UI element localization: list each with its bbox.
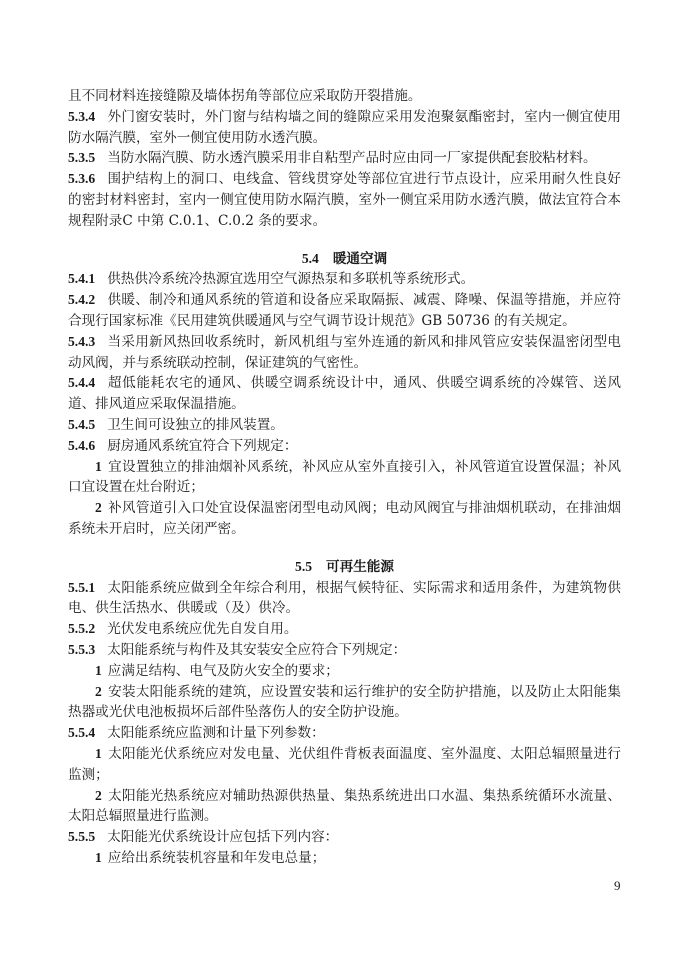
clause-number: 5.5.2 [68, 621, 96, 637]
clause-text: 超低能耗农宅的通风、供暖空调系统设计中，通风、供暖空调系统的冷媒管、送风道、排风道应采取保温措施。 [68, 375, 621, 413]
clause-number: 5.3.5 [68, 150, 96, 166]
page-number: 9 [614, 878, 621, 893]
clause-text: 当防水隔汽膜、防水透汽膜采用非自粘型产品时应由同一厂家提供配套胶粘材料。 [107, 150, 597, 167]
item-number: 1 [95, 458, 102, 474]
clause-number: 5.5.4 [68, 725, 96, 741]
clause-5-4-5 [68, 415, 621, 436]
clause-text: 当采用新风热回收系统时，新风机组与室外连通的新风和排风管应安装保温密闭型电动风阀，并与系统联动控制，保证建筑的气密性。 [68, 333, 621, 371]
clause-text: 供热供冷系统冷热源宜选用空气源热泵和多联机等系统形式。 [107, 271, 475, 288]
clause-text: 太阳能系统与构件及其安装安全应符合下列规定： [107, 641, 407, 658]
item-text: 太阳能光热系统应对辅助热源供热量、集热系统进出口水温、集热系统循环水流量、太阳总辐照量进行监测。 [68, 787, 621, 825]
clause-5-5-1 [68, 578, 621, 620]
clause-number: 5.5.3 [68, 641, 96, 657]
clause-5-5-3 [68, 640, 621, 661]
section-title: 暖通空调 [332, 250, 388, 267]
list-item [68, 661, 621, 682]
clause-number: 5.4.2 [68, 292, 96, 308]
section-heading-5-5 [68, 557, 621, 578]
clause-number: 5.3.6 [68, 171, 96, 187]
clause-5-5-2 [68, 619, 621, 640]
section-title: 可再生能源 [326, 558, 394, 575]
clause-5-3-4 [68, 107, 621, 149]
item-number: 2 [95, 500, 102, 516]
clause-5-3-6 [68, 169, 621, 231]
clause-5-5-4 [68, 723, 621, 744]
clause-5-5-5 [68, 827, 621, 848]
list-item [68, 786, 621, 828]
clause-number: 5.3.4 [68, 108, 96, 124]
item-number: 1 [95, 662, 102, 678]
clause-text: 围护结构上的洞口、电线盒、管线贯穿处等部位宜进行节点设计，应采用耐久性良好的密封材料密封，室内一侧宜使用防水隔汽膜，室外一侧宜采用防水透汽膜，做法宜符合本规程附录C 中第 C.0.1、C.0.2 条的要求。 [68, 171, 621, 229]
item-text: 太阳能光伏系统应对发电量、光伏组件背板表面温度、室外温度、太阳总辐照量进行监测； [68, 745, 621, 783]
section-heading-5-4 [68, 249, 621, 270]
paragraph-continuation: 且不同材料连接缝隙及墙体拐角等部位应采取防开裂措施。 [68, 88, 422, 104]
document-body [68, 86, 621, 869]
clause-text: 太阳能光伏系统设计应包括下列内容： [107, 829, 339, 846]
section-number: 5.4 [301, 250, 319, 266]
item-text: 宜设置独立的排油烟补风系统，补风应从室外直接引入，补风管道宜设置保温；补风口宜设置在灶台附近； [68, 458, 621, 496]
clause-text: 供暖、制冷和通风系统的管道和设备应采取隔振、减震、降噪、保温等措施，并应符合现行国家标准《民用建筑供暖通风与空气调节设计规范》GB 50736 的有关规定。 [68, 292, 621, 329]
clause-number: 5.4.6 [68, 437, 96, 453]
clause-5-4-4 [68, 373, 621, 415]
item-text: 补风管道引入口处宜设保温密闭型电动风阀；电动风阀宜与排油烟机联动，在排油烟系统未开启时，应关闭严密。 [68, 500, 621, 537]
item-number: 1 [95, 849, 102, 865]
list-item [68, 744, 621, 786]
clause-text: 厨房通风系统宜符合下列规定： [107, 437, 298, 454]
clause-5-3-5 [68, 148, 621, 169]
clause-number: 5.4.1 [68, 271, 96, 287]
clause-5-4-1 [68, 269, 621, 290]
clause-number: 5.5.1 [68, 579, 96, 595]
clause-text: 外门窗安装时，外门窗与结构墙之间的缝隙应采用发泡聚氨酯密封，室内一侧宜使用防水隔汽膜，室外一侧宜使用防水透汽膜。 [68, 108, 621, 146]
clause-text: 太阳能系统应做到全年综合利用，根据气候特征、实际需求和适用条件，为建筑物供电、供生活热水、供暖或（及）供冷。 [68, 579, 621, 617]
list-item [68, 457, 621, 499]
item-text: 安装太阳能系统的建筑，应设置安装和运行维护的安全防护措施，以及防止太阳能集热器或光伏电池板损坏后部件坠落伤人的安全防护设施。 [68, 683, 621, 721]
clause-5-4-6 [68, 436, 621, 457]
item-number: 2 [95, 787, 102, 803]
clause-number: 5.4.5 [68, 416, 96, 432]
item-number: 1 [95, 745, 102, 761]
clause-5-4-2 [68, 290, 621, 332]
section-number: 5.5 [295, 558, 313, 574]
clause-number: 5.4.3 [68, 333, 96, 349]
clause-number: 5.5.5 [68, 829, 96, 845]
clause-number: 5.4.4 [68, 375, 96, 391]
list-item [68, 498, 621, 540]
item-text: 应满足结构、电气及防火安全的要求； [107, 662, 339, 679]
item-number: 2 [95, 683, 102, 699]
list-item [68, 848, 621, 869]
clause-5-4-3 [68, 332, 621, 374]
clause-text: 光伏发电系统应优先自发自用。 [107, 621, 298, 638]
item-text: 应给出系统装机容量和年发电总量； [107, 849, 326, 866]
clause-text: 卫生间可设独立的排风装置。 [107, 416, 284, 433]
list-item [68, 682, 621, 724]
clause-text: 太阳能系统应监测和计量下列参数： [107, 725, 325, 742]
